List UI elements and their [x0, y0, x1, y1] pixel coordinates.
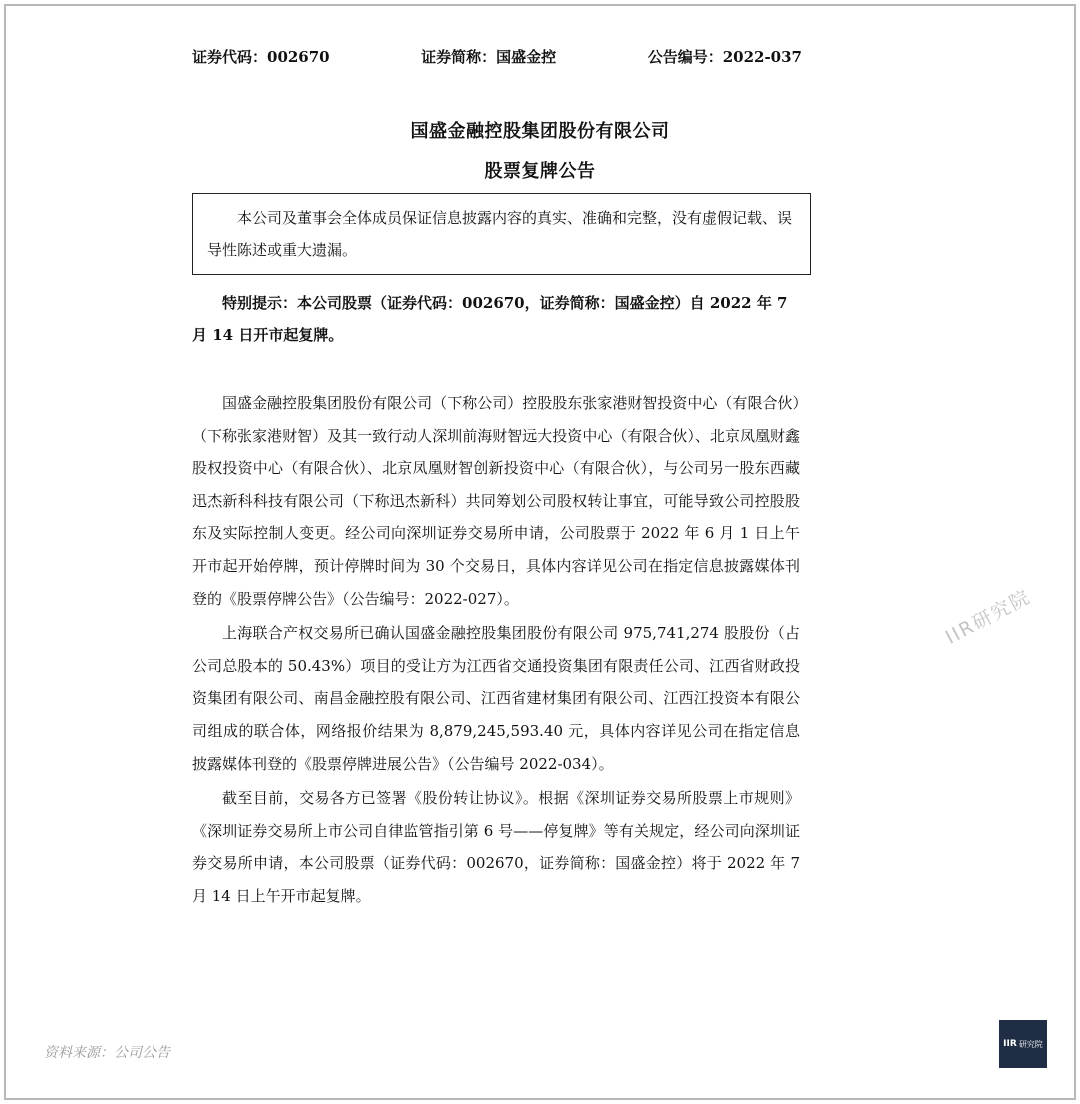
- disclaimer-box: 本公司及董事会全体成员保证信息披露内容的真实、准确和完整，没有虚假记载、误导性陈述或重大遗漏。: [192, 193, 811, 275]
- paragraph: 国盛金融控股集团股份有限公司（下称公司）控股股东张家港财智投资中心（有限合伙）（下称张家港财智）及其一致行动人深圳前海财智远大投资中心（有限合伙）、北京凤凰财鑫股权投资中心（有限合伙）、北京凤凰财智创新投资中心（有限合伙），与公司另一股东西藏迅杰新科科技有限公司（下称迅杰新科）共同筹划公司股权转让事宜，可能导致公司控股股东及实际控制人变更。经公司向深圳证券交易所申请，公司股票于 2022 年 6 月 1 日上午开市起开始停牌，预计停牌时间为 30 个交易日，具体内容详见公司在指定信息披露媒体刊登的《股票停牌公告》（公告编号：2022-027）。: [192, 394, 800, 608]
- paragraph: 上海联合产权交易所已确认国盛金融控股集团股份有限公司 975,741,274 股股份（占公司总股本的 50.43%）项目的受让方为江西省交通投资集团有限责任公司、江西省财政投资集团有限公司、南昌金融控股有限公司、江西省建材集团有限公司、江西江投资本有限公司组成的联合体，网络报价结果为 8,879,245,593.40 元，具体内容详见公司在指定信息披露媒体刊登的《股票停牌进展公告》（公告编号 2022-034）。: [192, 624, 800, 773]
- securities-short-name: 证券简称：国盛金控: [421, 48, 557, 66]
- iir-logo: [999, 1020, 1047, 1068]
- special-note: 特别提示：本公司股票（证券代码：002670，证券简称：国盛金控）自 2022 年 7 月 14 日开市起复牌。: [192, 294, 788, 344]
- logo-text: 研究院: [1018, 1039, 1043, 1049]
- notice-number: 公告编号：2022-037: [647, 48, 802, 66]
- watermark-text: IIR研究院: [941, 585, 1035, 649]
- announcement-body: [192, 387, 800, 913]
- securities-code: 证券代码：002670: [192, 48, 330, 66]
- logo-mark: IIR: [1003, 1039, 1017, 1049]
- company-title: 国盛金融控股集团股份有限公司: [410, 121, 670, 142]
- paragraph: 截至目前，交易各方已签署《股份转让协议》。根据《深圳证券交易所股票上市规则》《深圳证券交易所上市公司自律监管指引第 6 号——停复牌》等有关规定，经公司向深圳证券交易所申请，本公司股票（证券代码：002670，证券简称：国盛金控）将于 2022 年 7 月 14 日上午开市起复牌。: [192, 789, 800, 905]
- document-title: 股票复牌公告: [484, 161, 596, 182]
- source-caption: 资料来源：公司公告: [44, 1045, 170, 1061]
- announcement-header: [192, 46, 802, 67]
